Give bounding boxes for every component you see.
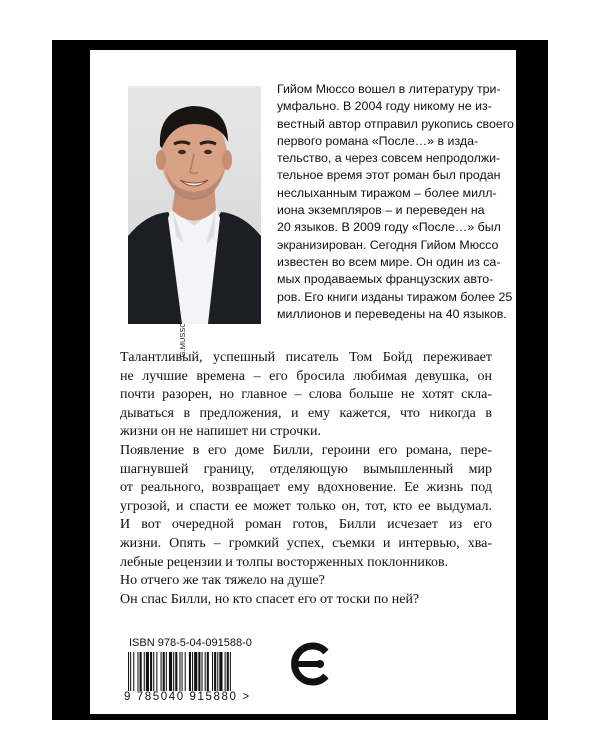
book-description (120, 349, 492, 609)
barcode-bar (219, 652, 222, 692)
barcode-bar (205, 652, 206, 692)
barcode-bar (202, 652, 203, 692)
barcode-bar (169, 652, 172, 692)
barcode-bar (137, 652, 138, 692)
barcode-bar (144, 652, 145, 692)
description-line: жизни. Опять – громкий успех, съемки и интервью, хва- (120, 535, 492, 551)
author-bio-line: неслыханным тиражом – более милл- (277, 185, 497, 200)
barcode-bar (214, 652, 216, 692)
barcode-bar (198, 652, 200, 692)
author-bio-line: экранизирован. Сегодня Гийом Мюссо (277, 237, 499, 252)
barcode-bar (207, 652, 209, 692)
description-line: дываться в предложения, и ему кажется, что никогда в (120, 405, 492, 421)
author-bio (277, 81, 514, 323)
barcode-bar (212, 652, 213, 692)
barcode-digits: 9 785040 915880 > (124, 691, 251, 703)
barcode-bar (175, 652, 177, 692)
barcode-bar (227, 652, 229, 692)
barcode-bar (192, 652, 193, 692)
barcode-bar (217, 652, 218, 692)
description-line: угрозой, и спасти ее может только он, тот, кто ее выдумал. (120, 498, 492, 514)
author-bio-line: известен во всем мире. Он один из са- (277, 254, 501, 269)
barcode-bar (163, 652, 165, 692)
description-line: почти разорен, но главное – слова больше не хотят скла- (120, 387, 492, 403)
description-line: Но отчего же так тяжело на душе? (120, 573, 325, 589)
barcode-bar (166, 652, 167, 692)
description-line: Появление в его доме Билли, героини его романа, пере- (120, 442, 492, 458)
author-bio-line: иона экземпляров – и переведен на (277, 203, 485, 218)
description-line: лебные рецензии и толпы восторженных поклонников. (120, 554, 449, 570)
barcode-bar (185, 652, 186, 692)
barcode-bar (189, 652, 191, 692)
author-bio-line: умфально. В 2004 году никому не из- (277, 99, 492, 114)
author-bio-line: мых продаваемых французских авто- (277, 272, 494, 287)
barcode-bar (173, 652, 174, 692)
author-bio-line: Гийом Мюссо вошел в литературу три- (277, 82, 501, 96)
description-line: от реального, возвращает ему вдохновение. Ее жизнь под (120, 480, 492, 496)
description-line: Он спас Билли, но кто спасет его от тоски по ней? (120, 591, 420, 607)
eksmo-logo-icon (286, 636, 332, 692)
description-line: Талантливый, успешный писатель Том Бойд переживает (120, 350, 492, 365)
author-bio-line: ров. Его книги изданы тиражом более 25 (277, 289, 513, 304)
barcode-bar (150, 652, 152, 692)
barcode-bar (146, 652, 149, 692)
barcode-bar (156, 652, 157, 692)
author-bio-line: первого романа «После…» в изда- (277, 133, 479, 148)
description-line: шагнувшей границу, отделяющую вымышленный мир (120, 461, 492, 477)
description-line: не лучшие времена – его бросила любимая девушка, он (120, 368, 492, 384)
description-line: И вот очередной роман готов, Билли исчезает из его (120, 517, 492, 533)
author-bio-line: 20 языков. В 2009 году «После…» был (277, 220, 501, 235)
author-bio-line: миллионов и переведены на 40 языков. (277, 306, 507, 321)
author-bio-line: тельство, а через совсем непродолжи- (277, 151, 501, 166)
barcode-bar (153, 652, 154, 692)
barcode-bar (194, 652, 197, 692)
author-bio-line: вестный автор отправил рукопись своего (277, 116, 514, 131)
barcode-bar (140, 652, 142, 692)
description-line: жизни он не напишет ни строчки. (120, 424, 321, 440)
barcode-bar (161, 652, 162, 692)
barcode-bar (133, 652, 134, 692)
isbn-label: ISBN 978-5-04-091588-0 (129, 637, 252, 649)
author-photo (128, 86, 261, 324)
barcode-bar (225, 652, 226, 692)
author-bio-line: тельное время этот роман был продан (277, 168, 501, 183)
